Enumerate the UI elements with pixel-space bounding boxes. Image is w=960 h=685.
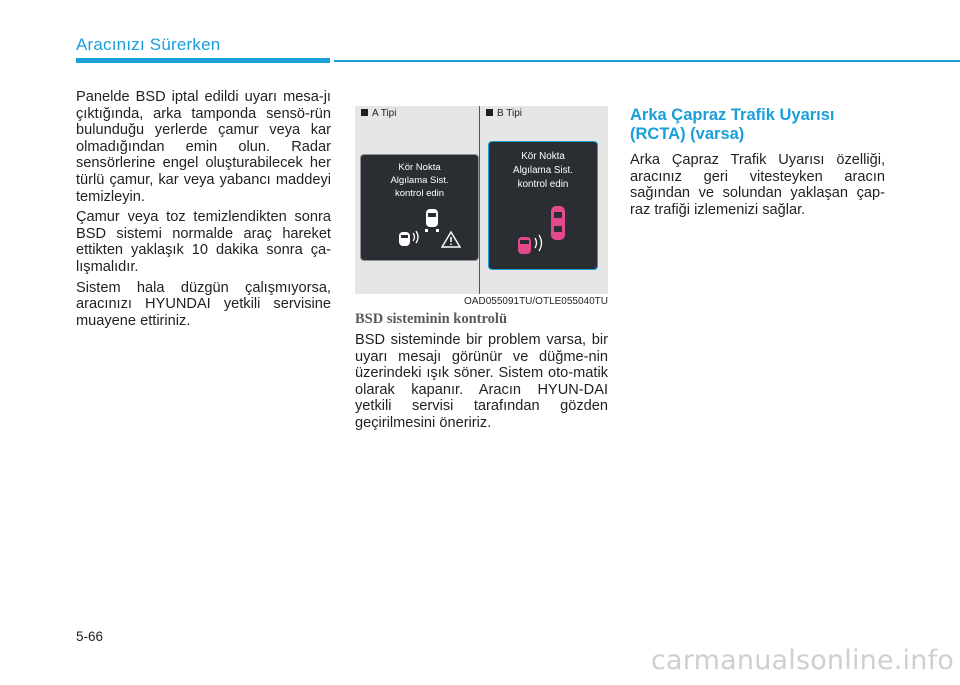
figure-divider	[479, 106, 480, 294]
cluster-display-type-b	[488, 141, 598, 270]
rcta-heading: Arka Çapraz Trafik Uyarısı (RCTA) (varsa)	[630, 106, 835, 143]
car-rear-icon	[425, 209, 439, 232]
radar-wave-icon	[413, 231, 418, 243]
car-rear-icon	[518, 237, 531, 254]
header-rule-thick	[76, 58, 330, 63]
left-column	[76, 89, 331, 333]
paragraph-service: Sistem hala düzgün çalışmıyorsa, aracınızı HYUNDAI yetkili servisine muayene ettiriniz.	[76, 279, 331, 329]
paragraph-rcta: Arka Çapraz Trafik Uyarısı özelliği, aracınız geri vitesteyken aracın sağından ve solundan yaklaşan çap-raz trafiği izlemenizi sağlar.	[630, 152, 885, 218]
right-column	[630, 106, 885, 222]
paragraph-bsd-warning: Panelde BSD iptal edildi uyarı mesa-jı çıktığında, arka tamponda sensö-rün bulunduğu yerlerde çamur veya kar olmadığından emin olun. Radar sensörlerine engel oluşturabilecek her türlü çamur, kar veya yabancı maddeyi temizleyin.	[76, 89, 331, 205]
paragraph-bsd-check: BSD sisteminde bir problem varsa, bir uyarı mesajı görünür ve düğme-nin üzerindeki ışık söner. Sistem oto-matik olarak kapanır. Aracın HYUN-DAI yetkili servisi tarafından gözden geçirilmesini öneririz.	[355, 332, 608, 431]
warning-triangle-icon	[442, 232, 460, 247]
car-rear-icon	[399, 232, 410, 246]
radar-wave-icon	[535, 235, 542, 251]
bullet-square-icon	[361, 109, 368, 116]
bsd-graphics-b	[489, 142, 597, 269]
cluster-display-type-a	[360, 154, 479, 261]
watermark: carmanualsonline.info	[651, 645, 954, 676]
bsd-graphics-a	[361, 155, 478, 260]
bullet-square-icon	[486, 109, 493, 116]
page-number: 5-66	[76, 629, 104, 644]
car-rear-icon	[551, 206, 565, 240]
panel-b-message: Kör Nokta Algılama Sist. kontrol edin	[513, 151, 573, 190]
figure-label-b: B Tipi	[486, 108, 522, 119]
bsd-warning-figure	[355, 106, 608, 307]
figure-caption: OAD055091TU/OTLE055040TU	[464, 296, 608, 307]
panel-a-message: Kör Nokta Algılama Sist. kontrol edin	[390, 162, 449, 199]
bsd-check-subheading: BSD sisteminin kontrolü	[355, 311, 508, 327]
middle-column	[355, 311, 608, 436]
figure-label-a: A Tipi	[361, 108, 396, 119]
section-title: Aracınızı Sürerken	[76, 35, 221, 54]
header-rule-thin	[334, 60, 960, 62]
paragraph-after-cleaning: Çamur veya toz temizlendikten sonra BSD sistemi normalde araç hareket ettikten yaklaşık 10 dakika sonra ça-lışmalıdır.	[76, 209, 331, 275]
